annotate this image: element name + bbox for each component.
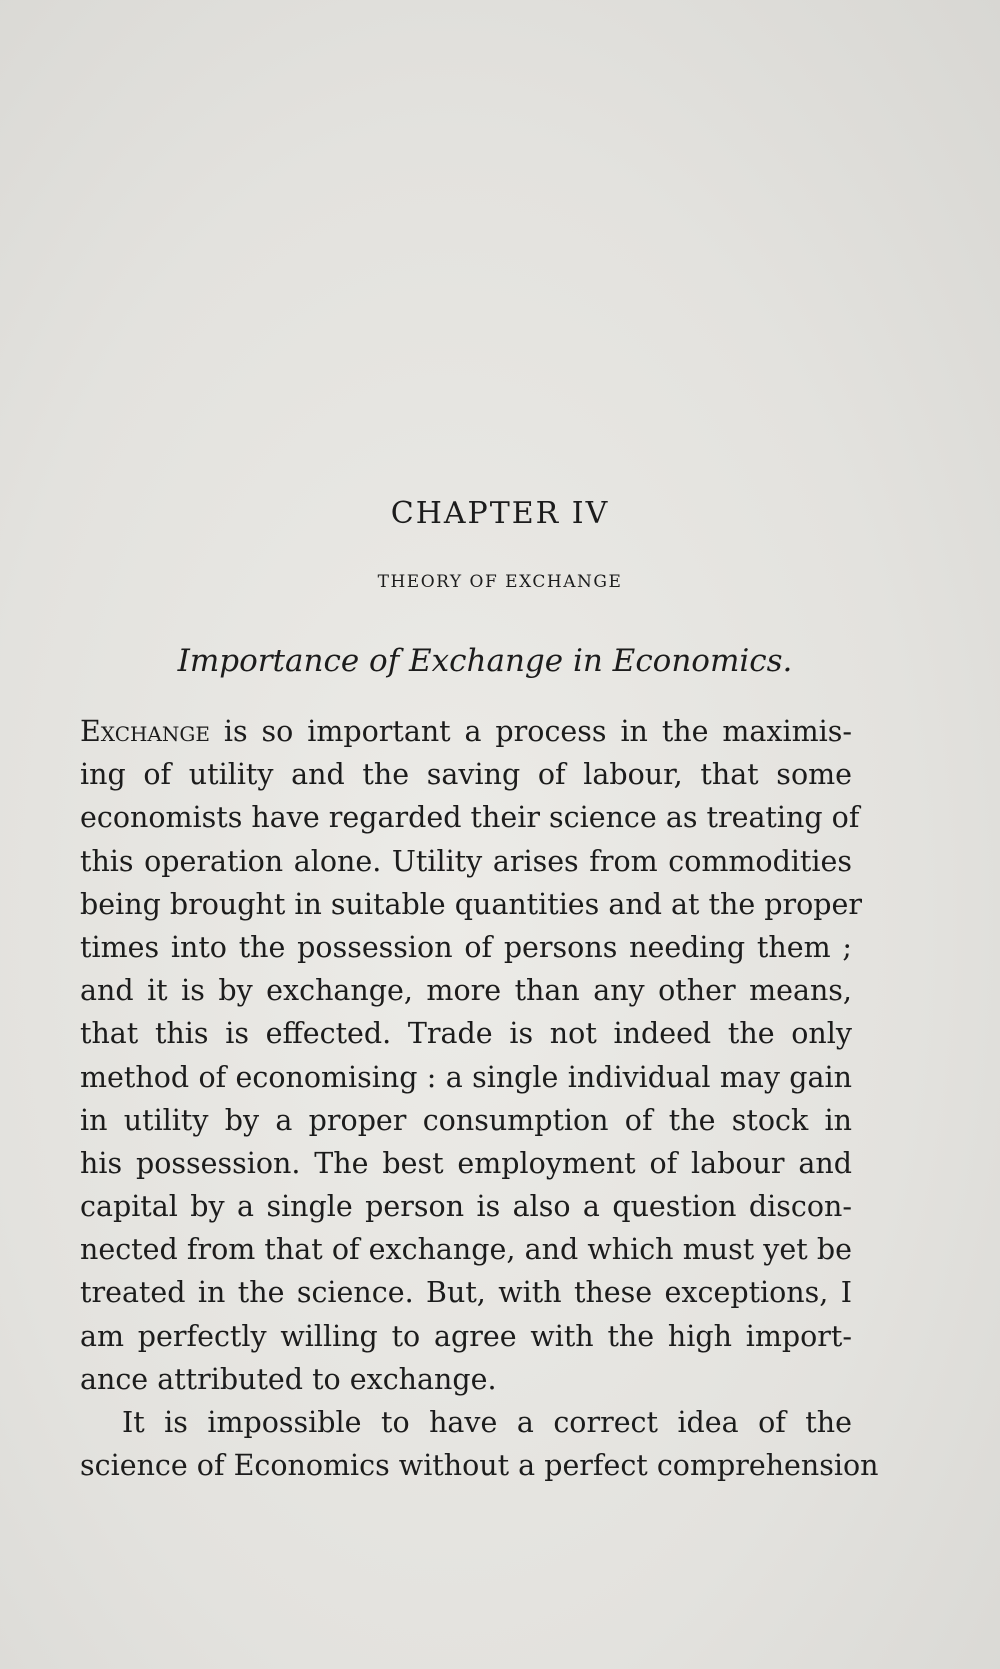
text-line: am perfectly willing to agree with the high import- (80, 1319, 852, 1353)
text-line: science of Economics without a perfect comprehension (80, 1449, 879, 1483)
line-text: is so important a process in the maximis- (209, 715, 852, 748)
paragraph-2 (80, 1401, 879, 1487)
text-line: in utility by a proper consumption of the stock in (80, 1103, 852, 1137)
paragraph-1 (80, 710, 863, 1401)
text-line: being brought in suitable quantities and at the proper (80, 887, 863, 921)
text-line (80, 710, 852, 753)
text-line: that this is effected. Trade is not indeed the only (80, 1017, 852, 1051)
text-line: economists have regarded their science as treating of (80, 801, 860, 835)
text-line: It is impossible to have a correct idea of the (122, 1406, 852, 1439)
body-text (80, 710, 879, 1487)
text-line: his possession. The best employment of labour and (80, 1146, 852, 1180)
chapter-title: CHAPTER IV (390, 496, 610, 531)
chapter-subtitle: THEORY OF EXCHANGE (377, 572, 623, 592)
text-line: and it is by exchange, more than any other means, (80, 974, 852, 1008)
text-line: nected from that of exchange, and which must yet be (80, 1233, 852, 1267)
text-line: ing of utility and the saving of labour, that some (80, 758, 852, 792)
text-line: treated in the science. But, with these exceptions, I (80, 1276, 852, 1310)
text-line: times into the possession of persons needing them ; (80, 930, 852, 964)
text-line: method of economising : a single individual may gain (80, 1060, 852, 1094)
text-line: capital by a single person is also a question discon- (80, 1190, 852, 1224)
lead-word: Exchange (80, 715, 210, 748)
section-heading: Importance of Exchange in Economics. (177, 643, 793, 679)
text-line: this operation alone. Utility arises from commodities (80, 844, 852, 878)
text-line: ance attributed to exchange. (80, 1362, 497, 1396)
